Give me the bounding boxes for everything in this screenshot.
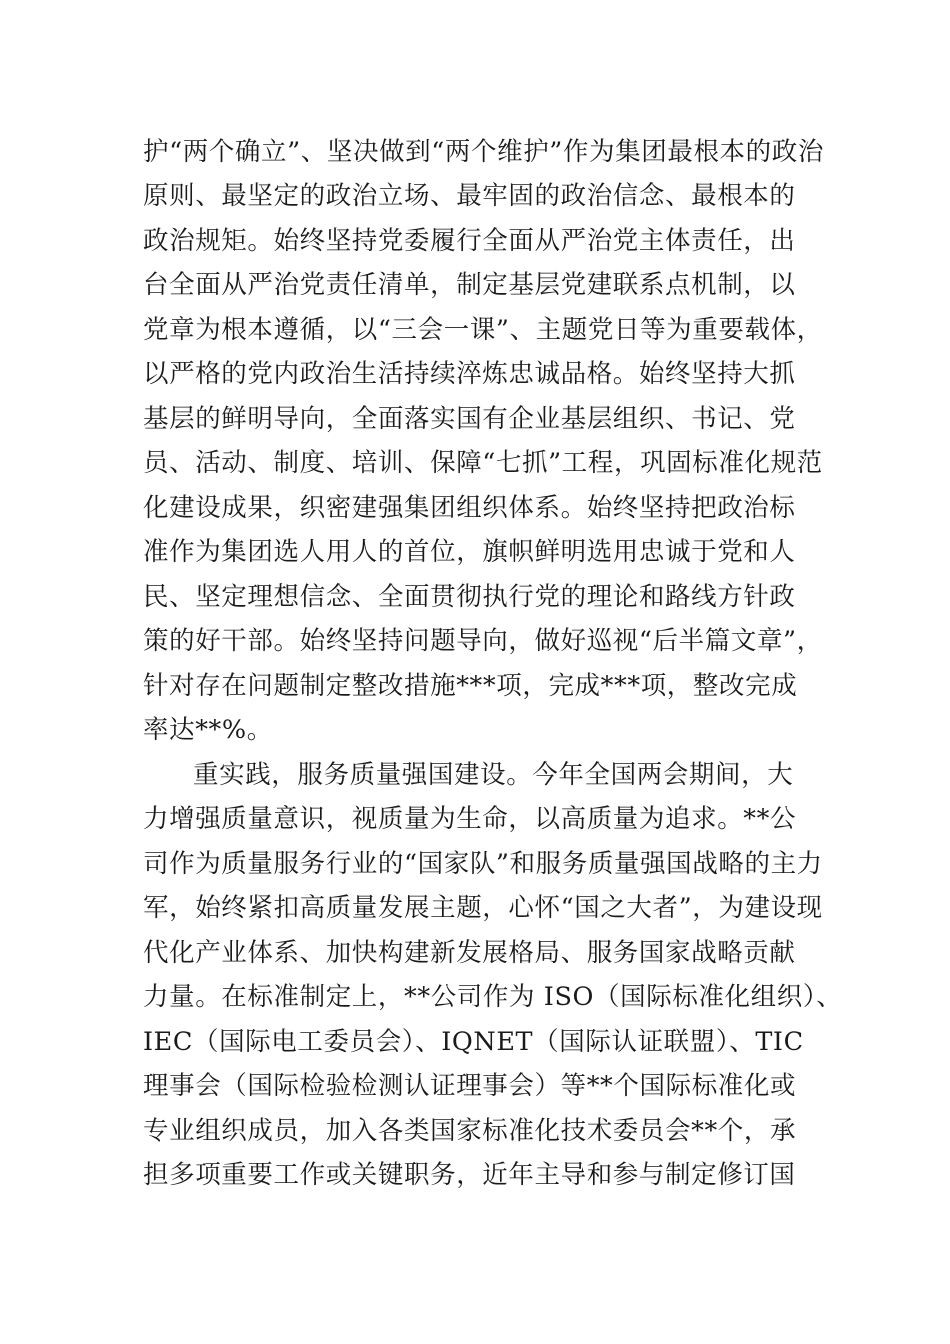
text-line: 力量。在标准制定上，**公司作为 ISO（国际标准化组织）、 [143, 982, 843, 1012]
text-line: 理事会（国际检验检测认证理事会）等**个国际标准化或 [143, 1071, 797, 1101]
paragraph-first-line: 重实践，服务质量强国建设。今年全国两会期间，大 [193, 760, 794, 790]
text-line: 以严格的党内政治生活持续淬炼忠诚品格。始终坚持大抓 [143, 359, 796, 389]
text-line: 台全面从严治党责任清单，制定基层党建联系点机制，以 [143, 270, 796, 300]
text-line: 化建设成果，织密建强集团组织体系。始终坚持把政治标 [143, 493, 796, 523]
text-line: 民、坚定理想信念、全面贯彻执行党的理论和路线方针政 [143, 582, 796, 612]
text-line: 军，始终紧扣高质量发展主题，心怀“国之大者”，为建设现 [143, 893, 823, 923]
text-line: 党章为根本遵循，以“三会一课”、主题党日等为重要载体， [143, 315, 823, 345]
text-line: 力增强质量意识，视质量为生命，以高质量为追求。**公 [143, 804, 797, 834]
text-line: 政治规矩。始终坚持党委履行全面从严治党主体责任，出 [143, 226, 796, 256]
text-line: 准作为集团选人用人的首位，旗帜鲜明选用忠诚于党和人 [143, 537, 796, 567]
text-line: 基层的鲜明导向，全面落实国有企业基层组织、书记、党 [143, 404, 796, 434]
text-line: 率达**%。 [143, 715, 273, 745]
text-line: IEC（国际电工委员会）、IQNET（国际认证联盟）、TIC [143, 1027, 804, 1057]
text-line: 代化产业体系、加快构建新发展格局、服务国家战略贡献 [143, 938, 796, 968]
text-line: 策的好干部。始终坚持问题导向，做好巡视“后半篇文章”， [143, 626, 823, 656]
text-line: 护“两个确立”、坚决做到“两个维护”作为集团最根本的政治 [143, 137, 824, 167]
text-line: 针对存在问题制定整改措施***项，完成***项，整改完成 [143, 671, 798, 701]
text-line: 专业组织成员，加入各类国家标准化技术委员会**个，承 [143, 1116, 797, 1146]
text-line: 担多项重要工作或关键职务，近年主导和参与制定修订国 [143, 1160, 796, 1190]
text-line: 司作为质量服务行业的“国家队”和服务质量强国战略的主力 [143, 849, 823, 879]
text-line: 原则、最坚定的政治立场、最牢固的政治信念、最根本的 [143, 181, 796, 211]
text-line: 员、活动、制度、培训、保障“七抓”工程，巩固标准化规范 [143, 448, 823, 478]
